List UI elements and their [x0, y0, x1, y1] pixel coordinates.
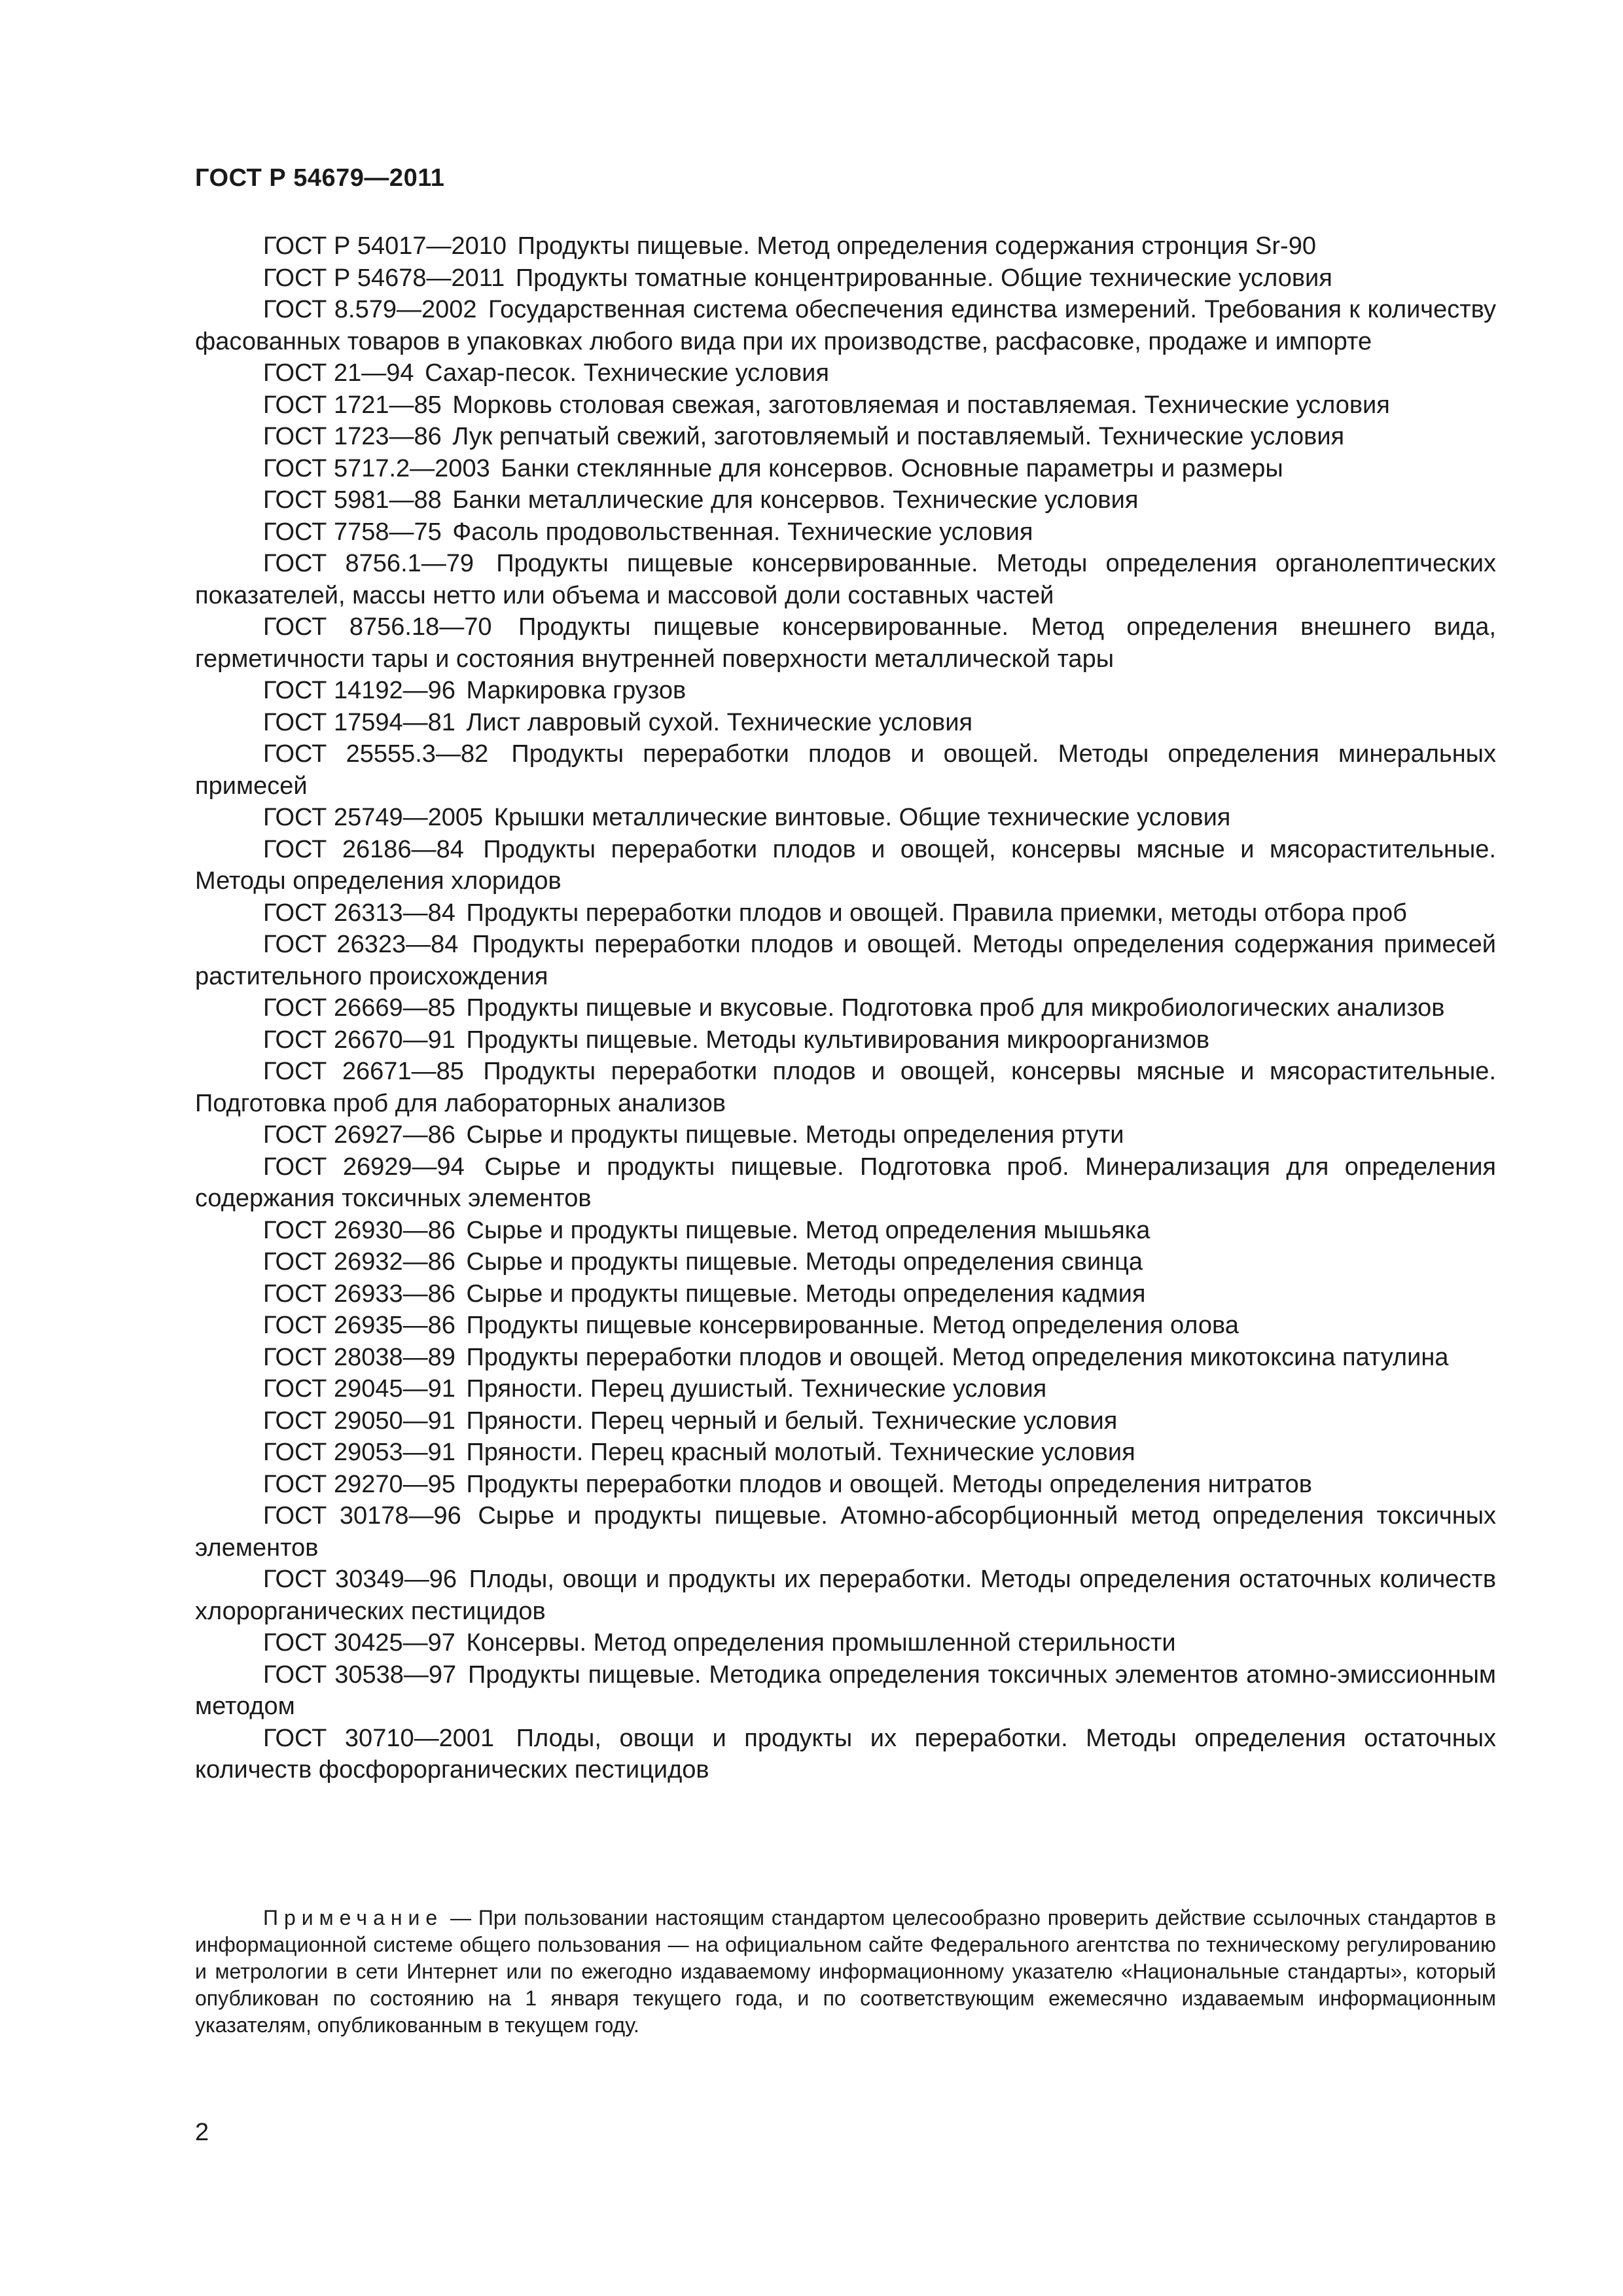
- reference-title: Сырье и продукты пищевые. Атомно-абсорбционный метод определения токсичных элементов: [195, 1502, 1497, 1562]
- page-number: 2: [195, 2119, 209, 2146]
- reference-item: [195, 1723, 1496, 1786]
- reference-code: ГОСТ 26927—86: [263, 1121, 455, 1149]
- reference-title: Сырье и продукты пищевые. Методы определения ртути: [466, 1121, 1124, 1149]
- reference-code: ГОСТ 28038—89: [263, 1343, 455, 1371]
- reference-item: [195, 1405, 1496, 1437]
- reference-item: [195, 1469, 1496, 1501]
- reference-item: [195, 992, 1496, 1024]
- reference-code: ГОСТ 26929—94: [263, 1153, 465, 1181]
- reference-item: [195, 1564, 1496, 1627]
- reference-title: Пряности. Перец душистый. Технические условия: [466, 1375, 1047, 1403]
- document-header-code: ГОСТ Р 54679—2011: [195, 164, 445, 192]
- reference-code: ГОСТ 30178—96: [263, 1502, 461, 1530]
- reference-title: Крышки металлические винтовые. Общие технические условия: [493, 804, 1231, 831]
- reference-code: ГОСТ 26669—85: [263, 994, 455, 1022]
- reference-title: Лист лавровый сухой. Технические условия: [466, 708, 973, 736]
- reference-item: [195, 675, 1496, 707]
- reference-item: [195, 1659, 1496, 1723]
- reference-title: Морковь столовая свежая, заготовляемая и поставляемая. Технические условия: [452, 391, 1390, 419]
- reference-title: Продукты переработки плодов и овощей, консервы мясные и мясорастительные. Методы определения хлоридов: [195, 835, 1497, 895]
- reference-code: ГОСТ 21—94: [263, 359, 414, 387]
- reference-item: [195, 1373, 1496, 1405]
- reference-item: [195, 929, 1496, 992]
- reference-item: [195, 834, 1496, 897]
- reference-item: [195, 453, 1496, 485]
- reference-item: [195, 1500, 1496, 1564]
- reference-code: ГОСТ 26930—86: [263, 1216, 455, 1244]
- reference-title: Сырье и продукты пищевые. Подготовка проб. Минерализация для определения содержания токсичных элементов: [195, 1153, 1497, 1212]
- reference-code: ГОСТ 1723—86: [263, 423, 442, 450]
- reference-title: Плоды, овощи и продукты их переработки. Методы определения остаточных количеств хлорорганических пестицидов: [195, 1566, 1497, 1625]
- reference-title: Банки металлические для консервов. Технические условия: [452, 486, 1139, 514]
- reference-item: [195, 1024, 1496, 1056]
- reference-code: ГОСТ 29045—91: [263, 1375, 455, 1403]
- reference-code: ГОСТ 30538—97: [263, 1660, 457, 1689]
- reference-code: ГОСТ 5717.2—2003: [263, 454, 490, 482]
- reference-item: [195, 1056, 1496, 1119]
- reference-item: [195, 611, 1496, 675]
- reference-title: Лук репчатый свежий, заготовляемый и поставляемый. Технические условия: [452, 423, 1345, 450]
- reference-code: ГОСТ 26933—86: [263, 1280, 455, 1308]
- reference-code: ГОСТ Р 54017—2010: [263, 232, 507, 260]
- reference-item: [195, 548, 1496, 611]
- reference-title: Консервы. Метод определения промышленной стерильности: [466, 1629, 1176, 1657]
- reference-item: [195, 389, 1496, 422]
- reference-title: Продукты переработки плодов и овощей. Метод определения микотоксина патулина: [466, 1343, 1449, 1371]
- reference-title: Сахар-песок. Технические условия: [425, 359, 829, 387]
- reference-code: ГОСТ 30349—96: [263, 1566, 457, 1593]
- reference-code: ГОСТ 26671—85: [263, 1058, 464, 1085]
- reference-title: Продукты пищевые. Методы культивирования микроорганизмов: [466, 1026, 1210, 1054]
- reference-code: ГОСТ 14192—96: [263, 677, 455, 704]
- reference-code: ГОСТ 1721—85: [263, 391, 442, 419]
- reference-title: Сырье и продукты пищевые. Методы определения свинца: [466, 1248, 1143, 1276]
- reference-item: [195, 707, 1496, 739]
- note-label: Примечание: [263, 1906, 444, 1929]
- reference-title: Сырье и продукты пищевые. Методы определения кадмия: [466, 1280, 1146, 1308]
- reference-code: ГОСТ 8756.1—79: [263, 550, 474, 577]
- reference-code: ГОСТ 8756.18—70: [263, 613, 492, 641]
- reference-code: ГОСТ 29050—91: [263, 1407, 455, 1435]
- reference-code: ГОСТ 8.579—2002: [263, 296, 477, 323]
- reference-item: [195, 357, 1496, 389]
- reference-title: Государственная система обеспечения единства измерений. Требования к количеству фасованных товаров в упаковках любого вида при их производстве, расфасовке, продаже и импорте: [195, 296, 1496, 355]
- reference-code: ГОСТ 17594—81: [263, 708, 455, 736]
- reference-item: [195, 294, 1496, 357]
- note-text: — При пользовании настоящим стандартом целесообразно проверить действие ссылочных стандартов в информационной системе общего пользования — на официальном сайте Федерального агентства по техническому регулированию и метрологии в сети Интернет или по ежегодно издаваемому информационному указателю «Национальные стандарты», который опубликован по состоянию на 1 января текущего года, и по соответствующим ежемесячно издаваемым информационным указателям, опубликованным в текущем году.: [195, 1906, 1496, 2037]
- reference-code: ГОСТ 25749—2005: [263, 804, 484, 831]
- reference-code: ГОСТ Р 54678—2011: [263, 264, 505, 292]
- reference-title: Пряности. Перец черный и белый. Технические условия: [466, 1407, 1118, 1435]
- reference-code: ГОСТ 26186—84: [263, 835, 464, 863]
- reference-code: ГОСТ 5981—88: [263, 486, 442, 514]
- reference-title: Продукты переработки плодов и овощей. Методы определения нитратов: [466, 1470, 1312, 1498]
- reference-title: Продукты пищевые консервированные. Метод определения внешнего вида, герметичности тары и состояния внутренней поверхности металлической тары: [195, 613, 1496, 673]
- reference-code: ГОСТ 26313—84: [263, 899, 455, 927]
- reference-item: [195, 1437, 1496, 1469]
- reference-item: [195, 802, 1496, 834]
- reference-title: Пряности. Перец красный молотый. Технические условия: [466, 1439, 1135, 1466]
- reference-code: ГОСТ 26935—86: [263, 1312, 455, 1339]
- reference-code: ГОСТ 26670—91: [263, 1026, 455, 1054]
- reference-code: ГОСТ 30710—2001: [263, 1724, 495, 1752]
- reference-title: Продукты пищевые консервированные. Метод определения олова: [466, 1312, 1239, 1339]
- reference-item: [195, 1278, 1496, 1310]
- reference-title: Продукты томатные концентрированные. Общие технические условия: [515, 264, 1332, 292]
- reference-item: [195, 230, 1496, 262]
- reference-code: ГОСТ 25555.3—82: [263, 740, 489, 768]
- reference-item: [195, 516, 1496, 548]
- reference-item: [195, 484, 1496, 516]
- reference-title: Плоды, овощи и продукты их переработки. Методы определения остаточных количеств фосфорорганических пестицидов: [195, 1724, 1497, 1784]
- reference-title: Банки стеклянные для консервов. Основные параметры и размеры: [501, 454, 1283, 482]
- reference-title: Продукты пищевые и вкусовые. Подготовка проб для микробиологических анализов: [466, 994, 1445, 1022]
- normative-references-list: [195, 230, 1496, 1786]
- reference-code: ГОСТ 29053—91: [263, 1439, 455, 1466]
- reference-item: [195, 1246, 1496, 1278]
- reference-item: [195, 1627, 1496, 1659]
- reference-title: Продукты переработки плодов и овощей. Методы определения содержания примесей растительного происхождения: [195, 931, 1497, 990]
- reference-title: Продукты пищевые. Метод определения содержания стронция Sr-90: [517, 232, 1316, 260]
- reference-title: Продукты переработки плодов и овощей. Методы определения минеральных примесей: [195, 740, 1496, 800]
- reference-item: [195, 1342, 1496, 1374]
- reference-item: [195, 897, 1496, 929]
- reference-code: ГОСТ 30425—97: [263, 1629, 455, 1657]
- reference-code: ГОСТ 7758—75: [263, 518, 442, 546]
- reference-item: [195, 421, 1496, 453]
- reference-item: [195, 1310, 1496, 1342]
- reference-title: Продукты пищевые. Методика определения токсичных элементов атомно-эмиссионным методом: [195, 1660, 1497, 1720]
- reference-item: [195, 262, 1496, 295]
- reference-title: Продукты переработки плодов и овощей, консервы мясные и мясорастительные. Подготовка проб для лабораторных анализов: [195, 1058, 1497, 1117]
- reference-code: ГОСТ 26323—84: [263, 931, 459, 958]
- reference-item: [195, 1151, 1496, 1215]
- reference-title: Маркировка грузов: [466, 677, 687, 704]
- reference-title: Продукты переработки плодов и овощей. Правила приемки, методы отбора проб: [466, 899, 1407, 927]
- reference-item: [195, 738, 1496, 802]
- reference-code: ГОСТ 29270—95: [263, 1470, 455, 1498]
- note-block: [195, 1905, 1496, 2039]
- reference-title: Сырье и продукты пищевые. Метод определения мышьяка: [466, 1216, 1150, 1244]
- reference-title: Продукты пищевые консервированные. Методы определения органолептических показателей, массы нетто или объема и массовой доли составных частей: [195, 550, 1496, 609]
- reference-item: [195, 1119, 1496, 1151]
- reference-code: ГОСТ 26932—86: [263, 1248, 455, 1276]
- reference-item: [195, 1215, 1496, 1247]
- reference-title: Фасоль продовольственная. Технические условия: [452, 518, 1033, 546]
